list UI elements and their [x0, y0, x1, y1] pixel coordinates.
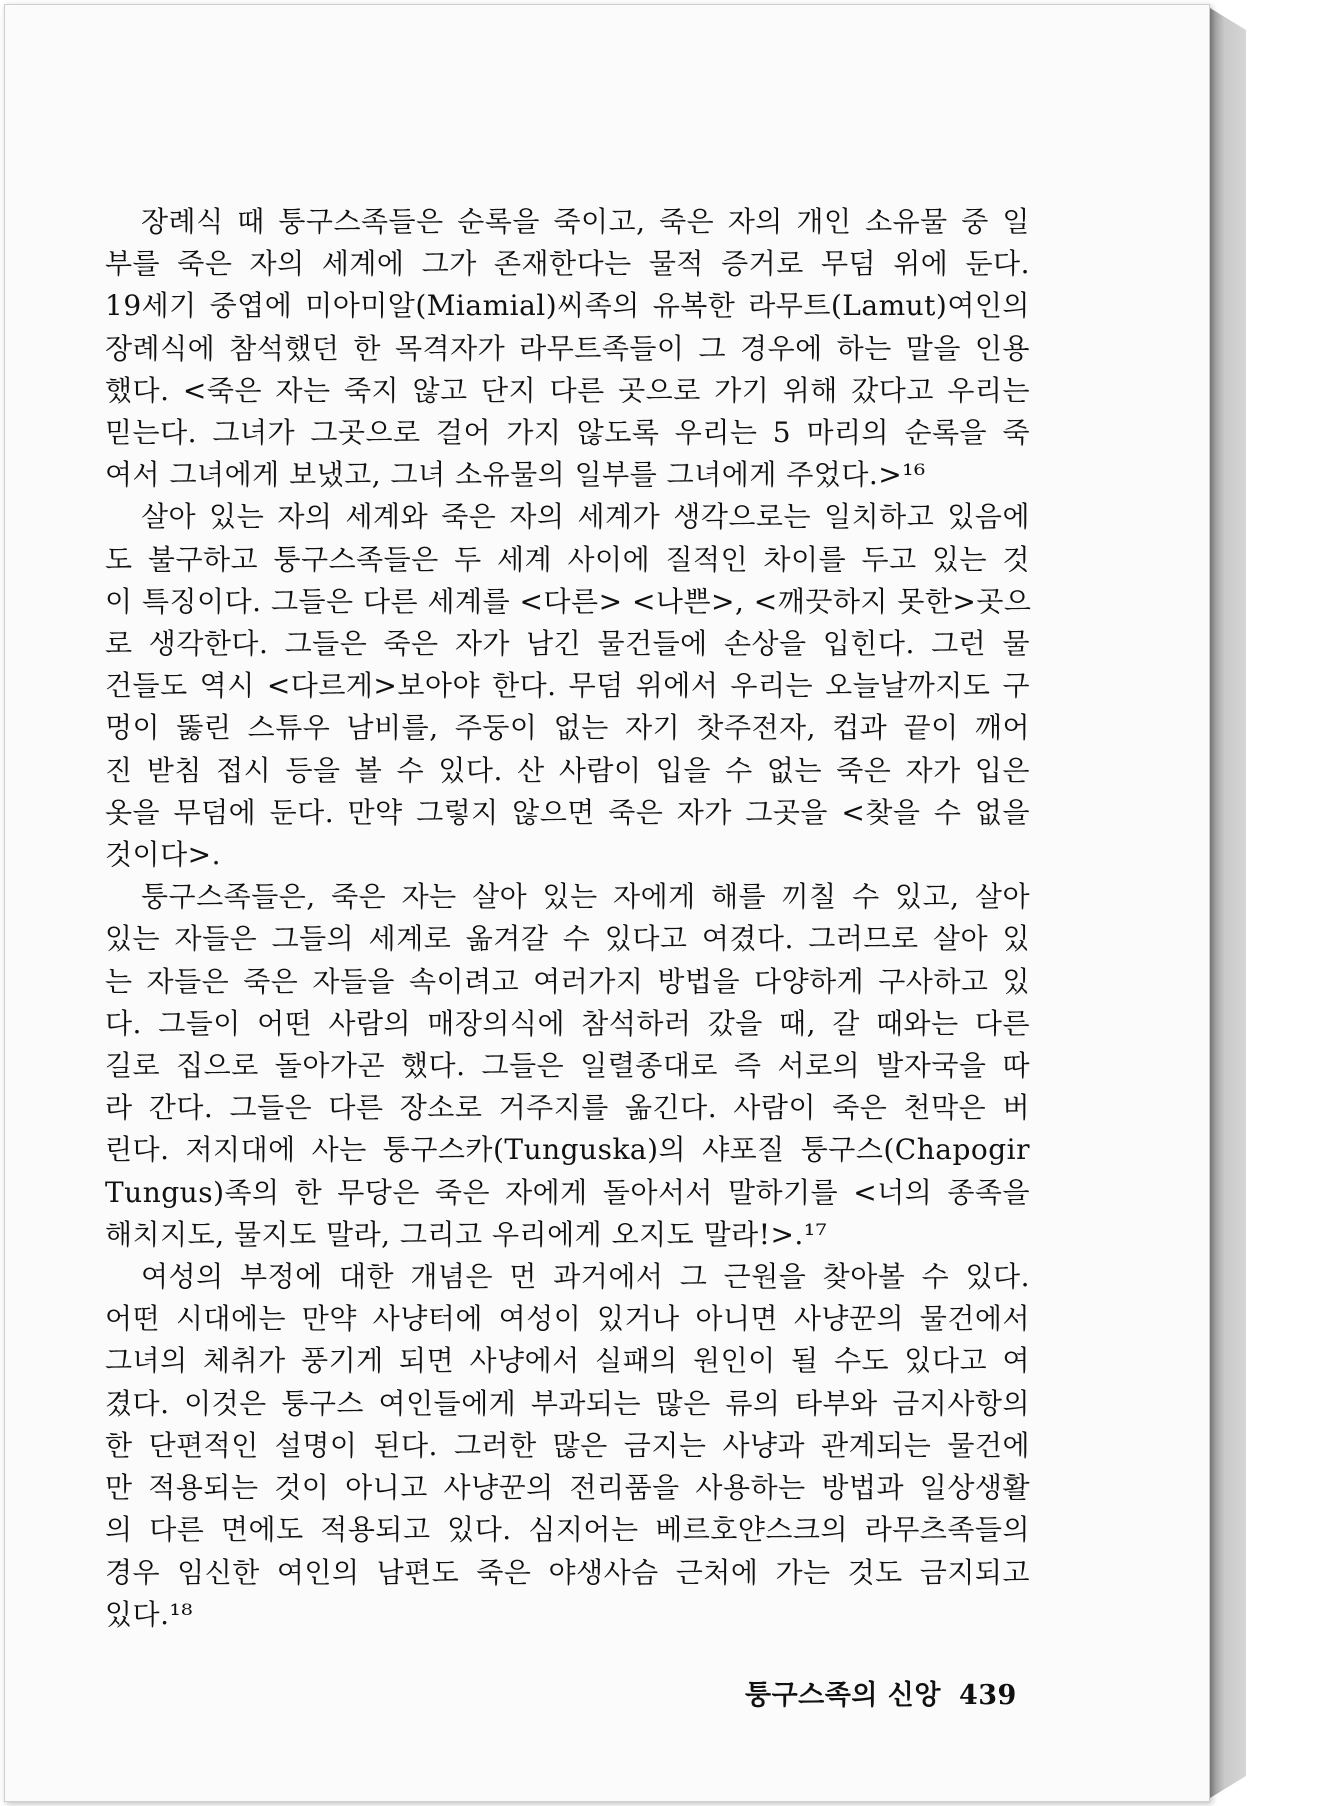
text-line: 살아 있는 자의 세계와 죽은 자의 세계가 생각으로는 일치하고 있음에 — [141, 500, 1030, 534]
text-line: 도 불구하고 퉁구스족들은 두 세계 사이에 질적인 차이를 두고 있는 것 — [105, 542, 1030, 576]
text-line: 것이다>. — [105, 838, 222, 872]
paragraph-1 — [105, 201, 1030, 496]
text-line: 로 생각한다. 그들은 죽은 자가 남긴 물건들에 손상을 입힌다. 그런 물 — [105, 627, 1030, 661]
text-line: 여성의 부정에 대한 개념은 먼 과거에서 그 근원을 찾아볼 수 있다. — [141, 1260, 1030, 1294]
text-line: 여서 그녀에게 보냈고, 그녀 소유물의 일부를 그녀에게 주었다.>¹⁶ — [105, 458, 926, 492]
text-line: Tungus)족의 한 무당은 죽은 자에게 돌아서서 말하기를 <너의 종족을 — [105, 1175, 1030, 1209]
page-footer — [745, 1673, 1017, 1712]
text-line: 길로 집으로 돌아가곤 했다. 그들은 일렬종대로 즉 서로의 발자국을 따 — [105, 1049, 1030, 1083]
text-line: 경우 임신한 여인의 남편도 죽은 야생사슴 근처에 가는 것도 금지되고 — [105, 1555, 1030, 1589]
text-line: 만 적용되는 것이 아니고 사냥꾼의 전리품을 사용하는 방법과 일상생활 — [105, 1471, 1030, 1505]
text-line: 건들도 역시 <다르게>보아야 한다. 무덤 위에서 우리는 오늘날까지도 구 — [105, 669, 1030, 703]
paragraph-3 — [105, 876, 1030, 1256]
body-text — [105, 201, 1030, 1636]
text-line: 퉁구스족들은, 죽은 자는 살아 있는 자에게 해를 끼칠 수 있고, 살아 — [141, 880, 1030, 914]
text-line: 그녀의 체취가 풍기게 되면 사냥에서 실패의 원인이 될 수도 있다고 여 — [105, 1344, 1030, 1378]
text-line: 있다.¹⁸ — [105, 1597, 193, 1631]
page-edge-shadow — [1210, 8, 1246, 1798]
text-line: 부를 죽은 자의 세계에 그가 존재한다는 물적 증거로 무덤 위에 둔다. — [105, 247, 1030, 281]
text-line: 19세기 중엽에 미아미알(Miamial)씨족의 유복한 라무트(Lamut)여인의 — [105, 289, 1030, 323]
text-line: 진 받침 접시 등을 볼 수 있다. 산 사람이 입을 수 없는 죽은 자가 입은 — [105, 753, 1030, 787]
running-title: 퉁구스족의 신앙 — [745, 1680, 941, 1711]
text-line: 는 자들은 죽은 자들을 속이려고 여러가지 방법을 다양하게 구사하고 있 — [105, 964, 1030, 998]
text-line: 다. 그들이 어떤 사람의 매장의식에 참석하러 갔을 때, 갈 때와는 다른 — [105, 1006, 1030, 1040]
text-line: 장례식에 참석했던 한 목격자가 라무트족들이 그 경우에 하는 말을 인용 — [105, 331, 1030, 365]
text-line: 겼다. 이것은 퉁구스 여인들에게 부과되는 많은 류의 타부와 금지사항의 — [105, 1386, 1030, 1420]
paragraph-4 — [105, 1256, 1030, 1636]
paragraph-2 — [105, 496, 1030, 876]
text-line: 멍이 뚫린 스튜우 남비를, 주둥이 없는 자기 찻주전자, 컵과 끝이 깨어 — [105, 711, 1030, 745]
text-line: 한 단편적인 설명이 된다. 그러한 많은 금지는 사냥과 관계되는 물건에 — [105, 1428, 1030, 1462]
text-line: 있는 자들은 그들의 세계로 옮겨갈 수 있다고 여겼다. 그러므로 살아 있 — [105, 922, 1030, 956]
text-line: 장례식 때 퉁구스족들은 순록을 죽이고, 죽은 자의 개인 소유물 중 일 — [141, 205, 1030, 238]
text-line: 라 간다. 그들은 다른 장소로 거주지를 옮긴다. 사람이 죽은 천막은 버 — [105, 1091, 1030, 1125]
page-number: 439 — [958, 1680, 1017, 1711]
text-line: 이 특징이다. 그들은 다른 세계를 <다른> <나쁜>, <깨끗하지 못한>곳으 — [105, 584, 1032, 618]
text-line: 믿는다. 그녀가 그곳으로 걸어 가지 않도록 우리는 5 마리의 순록을 죽 — [105, 416, 1030, 450]
text-line: 했다. <죽은 자는 죽지 않고 단지 다른 곳으로 가기 위해 갔다고 우리는 — [105, 373, 1030, 407]
book-page — [4, 4, 1210, 1802]
text-line: 해치지도, 물지도 말라, 그리고 우리에게 오지도 말라!>.¹⁷ — [105, 1217, 828, 1251]
text-line: 어떤 시대에는 만약 사냥터에 여성이 있거나 아니면 사냥꾼의 물건에서 — [105, 1302, 1030, 1336]
text-line: 옷을 무덤에 둔다. 만약 그렇지 않으면 죽은 자가 그곳을 <찾을 수 없을 — [105, 795, 1030, 829]
text-line: 린다. 저지대에 사는 퉁구스카(Tunguska)의 샤포질 퉁구스(Chapogir — [105, 1133, 1030, 1167]
text-line: 의 다른 면에도 적용되고 있다. 심지어는 베르호얀스크의 라무츠족들의 — [105, 1513, 1030, 1547]
